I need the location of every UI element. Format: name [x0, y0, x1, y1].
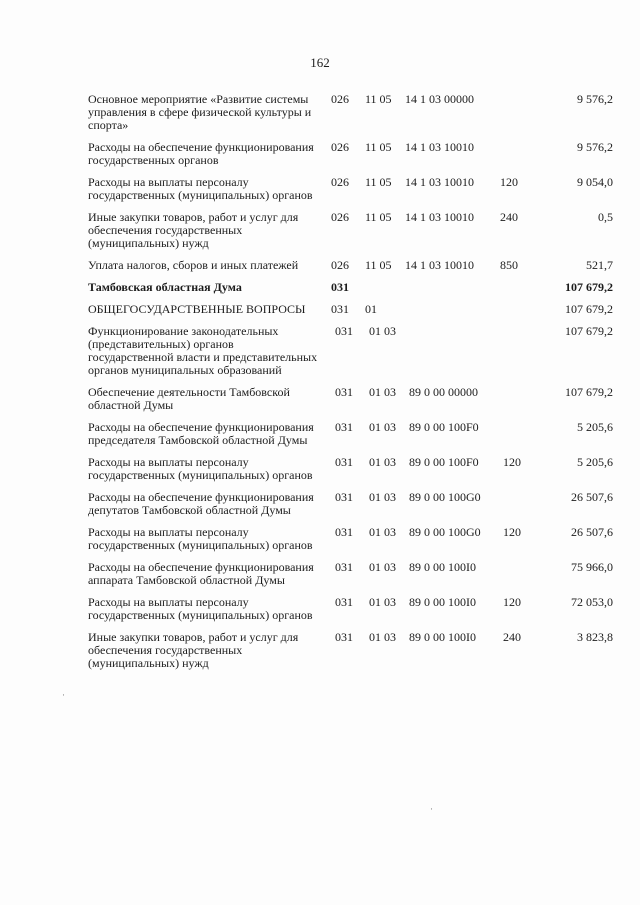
row-amount: 5 205,6 [577, 455, 613, 469]
row-expense-type-code: 120 [500, 175, 518, 189]
row-section-code: 11 05 [365, 140, 392, 154]
row-expense-type-code: 240 [503, 630, 521, 644]
scan-artifact-mark: · [430, 804, 433, 814]
row-section-code: 11 05 [365, 92, 392, 106]
row-name: Расходы на обеспечение функционирования депутатов Тамбовской областной Думы [88, 490, 314, 517]
scan-artifact-mark: · [62, 690, 65, 700]
row-section-code: 01 03 [369, 630, 396, 644]
row-ministry-code: 031 [335, 455, 353, 469]
row-amount: 9 576,2 [577, 140, 613, 154]
row-amount: 107 679,2 [565, 302, 613, 316]
row-name: Иные закупки товаров, работ и услуг для обеспечения государственных (муниципальных) нужд [88, 210, 299, 250]
row-target-article-code: 89 0 00 100F0 [409, 420, 479, 434]
row-section-code: 01 03 [369, 595, 396, 609]
row-section-code: 11 05 [365, 258, 392, 272]
row-section-code: 01 03 [369, 525, 396, 539]
row-target-article-code: 14 1 03 00000 [405, 92, 474, 106]
row-ministry-code: 031 [331, 302, 349, 316]
row-expense-type-code: 240 [500, 210, 518, 224]
row-target-article-code: 14 1 03 10010 [405, 258, 474, 272]
row-amount: 5 205,6 [577, 420, 613, 434]
row-amount: 9 576,2 [577, 92, 613, 106]
row-ministry-code: 026 [331, 140, 349, 154]
row-amount: 3 823,8 [577, 630, 613, 644]
row-ministry-code: 031 [335, 560, 353, 574]
row-amount: 9 054,0 [577, 175, 613, 189]
row-ministry-code: 031 [335, 324, 353, 338]
row-amount: 107 679,2 [565, 324, 613, 338]
row-ministry-code: 031 [335, 595, 353, 609]
row-name: Основное мероприятие «Развитие системы управления в сфере физической культуры и спорта» [88, 92, 312, 132]
row-name: Обеспечение деятельности Тамбовской областной Думы [88, 385, 290, 412]
row-target-article-code: 89 0 00 100G0 [409, 490, 481, 504]
table-row [88, 526, 613, 552]
row-amount: 107 679,2 [565, 280, 613, 294]
row-ministry-code: 031 [335, 525, 353, 539]
row-name: Расходы на выплаты персоналу государственных (муниципальных) органов [88, 595, 313, 622]
table-row [88, 211, 613, 250]
row-ministry-code: 031 [335, 420, 353, 434]
table-row [88, 325, 613, 377]
table-row [88, 421, 613, 447]
row-amount: 72 053,0 [571, 595, 613, 609]
row-name: ОБЩЕГОСУДАРСТВЕННЫЕ ВОПРОСЫ [88, 302, 306, 316]
row-target-article-code: 89 0 00 100I0 [409, 630, 476, 644]
row-section-code: 01 03 [369, 560, 396, 574]
row-section-code: 01 03 [369, 455, 396, 469]
table-row [88, 281, 613, 294]
row-name: Уплата налогов, сборов и иных платежей [88, 258, 299, 272]
row-name: Расходы на обеспечение функционирования аппарата Тамбовской областной Думы [88, 560, 314, 587]
row-name: Расходы на выплаты персоналу государственных (муниципальных) органов [88, 455, 313, 482]
row-amount: 107 679,2 [565, 385, 613, 399]
row-amount: 26 507,6 [571, 525, 613, 539]
row-target-article-code: 89 0 00 100G0 [409, 525, 481, 539]
row-name: Иные закупки товаров, работ и услуг для обеспечения государственных (муниципальных) нужд [88, 630, 299, 670]
row-target-article-code: 89 0 00 100F0 [409, 455, 479, 469]
table-row [88, 176, 613, 202]
row-section-code: 01 03 [369, 420, 396, 434]
budget-table [88, 93, 613, 679]
row-target-article-code: 14 1 03 10010 [405, 175, 474, 189]
row-name: Тамбовская областная Дума [88, 280, 242, 294]
row-ministry-code: 031 [335, 385, 353, 399]
row-section-code: 11 05 [365, 175, 392, 189]
table-row [88, 303, 613, 316]
table-row [88, 386, 613, 412]
row-name: Расходы на обеспечение функционирования председателя Тамбовской областной Думы [88, 420, 314, 447]
row-section-code: 01 03 [369, 324, 396, 338]
table-row [88, 491, 613, 517]
row-amount: 75 966,0 [571, 560, 613, 574]
row-ministry-code: 026 [331, 92, 349, 106]
row-target-article-code: 89 0 00 100I0 [409, 560, 476, 574]
row-name: Расходы на выплаты персоналу государственных (муниципальных) органов [88, 175, 313, 202]
row-target-article-code: 89 0 00 100I0 [409, 595, 476, 609]
row-expense-type-code: 120 [503, 595, 521, 609]
table-row [88, 596, 613, 622]
row-expense-type-code: 120 [503, 455, 521, 469]
row-amount: 0,5 [598, 210, 613, 224]
row-section-code: 11 05 [365, 210, 392, 224]
row-ministry-code: 026 [331, 258, 349, 272]
table-row [88, 141, 613, 167]
row-target-article-code: 14 1 03 10010 [405, 140, 474, 154]
row-name: Функционирование законодательных (представительных) органов государственной власти и представительных органов муниципальных образований [88, 324, 318, 377]
table-row [88, 259, 613, 272]
row-amount: 521,7 [586, 258, 613, 272]
table-row [88, 561, 613, 587]
table-row [88, 631, 613, 670]
row-name: Расходы на обеспечение функционирования государственных органов [88, 140, 314, 167]
table-row [88, 456, 613, 482]
row-amount: 26 507,6 [571, 490, 613, 504]
row-section-code: 01 03 [369, 385, 396, 399]
row-target-article-code: 14 1 03 10010 [405, 210, 474, 224]
row-ministry-code: 026 [331, 210, 349, 224]
row-target-article-code: 89 0 00 00000 [409, 385, 478, 399]
row-section-code: 01 [365, 302, 377, 316]
row-name: Расходы на выплаты персоналу государственных (муниципальных) органов [88, 525, 313, 552]
row-ministry-code: 031 [331, 280, 349, 294]
row-section-code: 01 03 [369, 490, 396, 504]
table-row [88, 93, 613, 132]
page-number: 162 [310, 55, 330, 70]
row-ministry-code: 026 [331, 175, 349, 189]
row-ministry-code: 031 [335, 630, 353, 644]
row-expense-type-code: 120 [503, 525, 521, 539]
row-expense-type-code: 850 [500, 258, 518, 272]
row-ministry-code: 031 [335, 490, 353, 504]
